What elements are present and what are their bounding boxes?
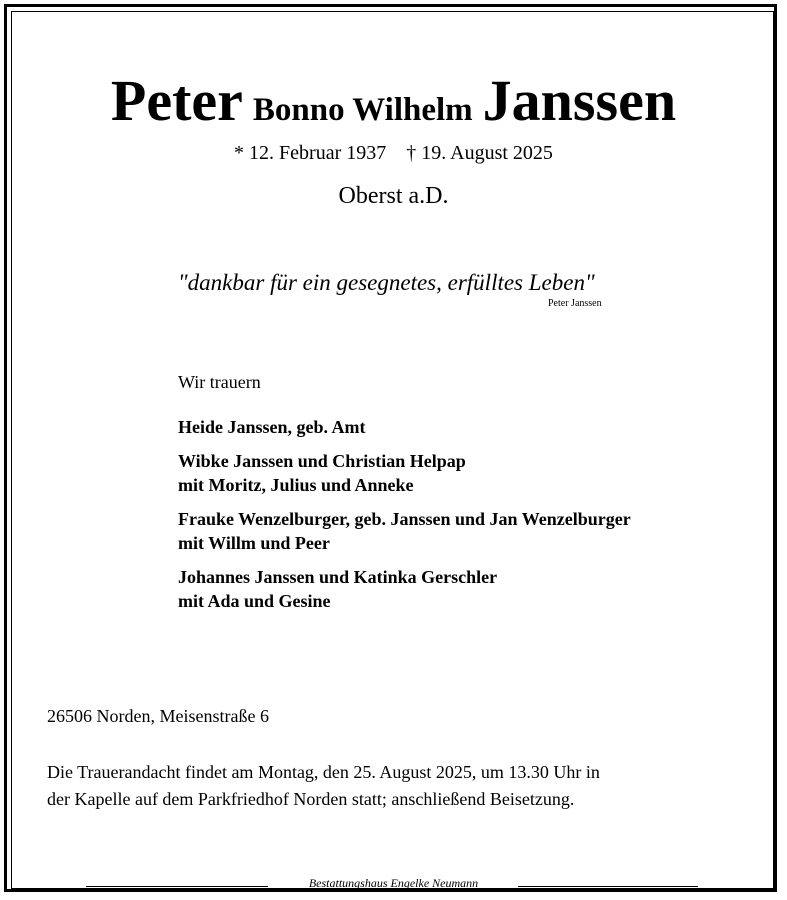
mourner-entry <box>178 565 631 613</box>
mourner-line: Wibke Janssen und Christian Helpap <box>178 451 466 471</box>
mourner-children-line: mit Moritz, Julius und Anneke <box>178 475 414 495</box>
footer-rule-right <box>518 886 698 887</box>
quote-author: Peter Janssen <box>548 298 602 309</box>
mourner-children-line: mit Ada und Gesine <box>178 591 331 611</box>
mourner-line: Heide Janssen, geb. Amt <box>178 417 366 437</box>
mourning-intro: Wir trauern <box>178 372 261 392</box>
life-dates <box>0 142 787 165</box>
birth-date: * 12. Februar 1937 <box>234 142 387 164</box>
deceased-name <box>0 68 787 133</box>
quote-text: "dankbar für ein gesegnetes, erfülltes Leben" <box>178 270 595 295</box>
middle-names: Bonno Wilhelm <box>252 92 473 128</box>
service-line: der Kapelle auf dem Parkfriedhof Norden statt; anschließend Beisetzung. <box>47 789 575 809</box>
deceased-title: Oberst a.D. <box>338 183 449 209</box>
service-line: Die Trauerandacht findet am Montag, den 25. August 2025, um 13.30 Uhr in <box>47 762 600 782</box>
first-name: Peter <box>110 68 243 133</box>
last-name: Janssen <box>482 68 677 133</box>
funeral-home-name: Bestattungshaus Engelke Neumann <box>308 876 479 890</box>
mourner-line: Frauke Wenzelburger, geb. Janssen und Jan Wenzelburger <box>178 509 631 529</box>
mourner-line: Johannes Janssen und Katinka Gerschler <box>178 567 498 587</box>
death-date: † 19. August 2025 <box>406 142 553 164</box>
mourner-entry <box>178 507 631 555</box>
family-address: 26506 Norden, Meisenstraße 6 <box>47 706 269 726</box>
mourner-children-line: mit Willm und Peer <box>178 533 330 553</box>
service-info <box>47 759 600 813</box>
mourner-entry <box>178 449 631 497</box>
mourners-list <box>178 415 631 623</box>
mourner-entry <box>178 415 631 439</box>
